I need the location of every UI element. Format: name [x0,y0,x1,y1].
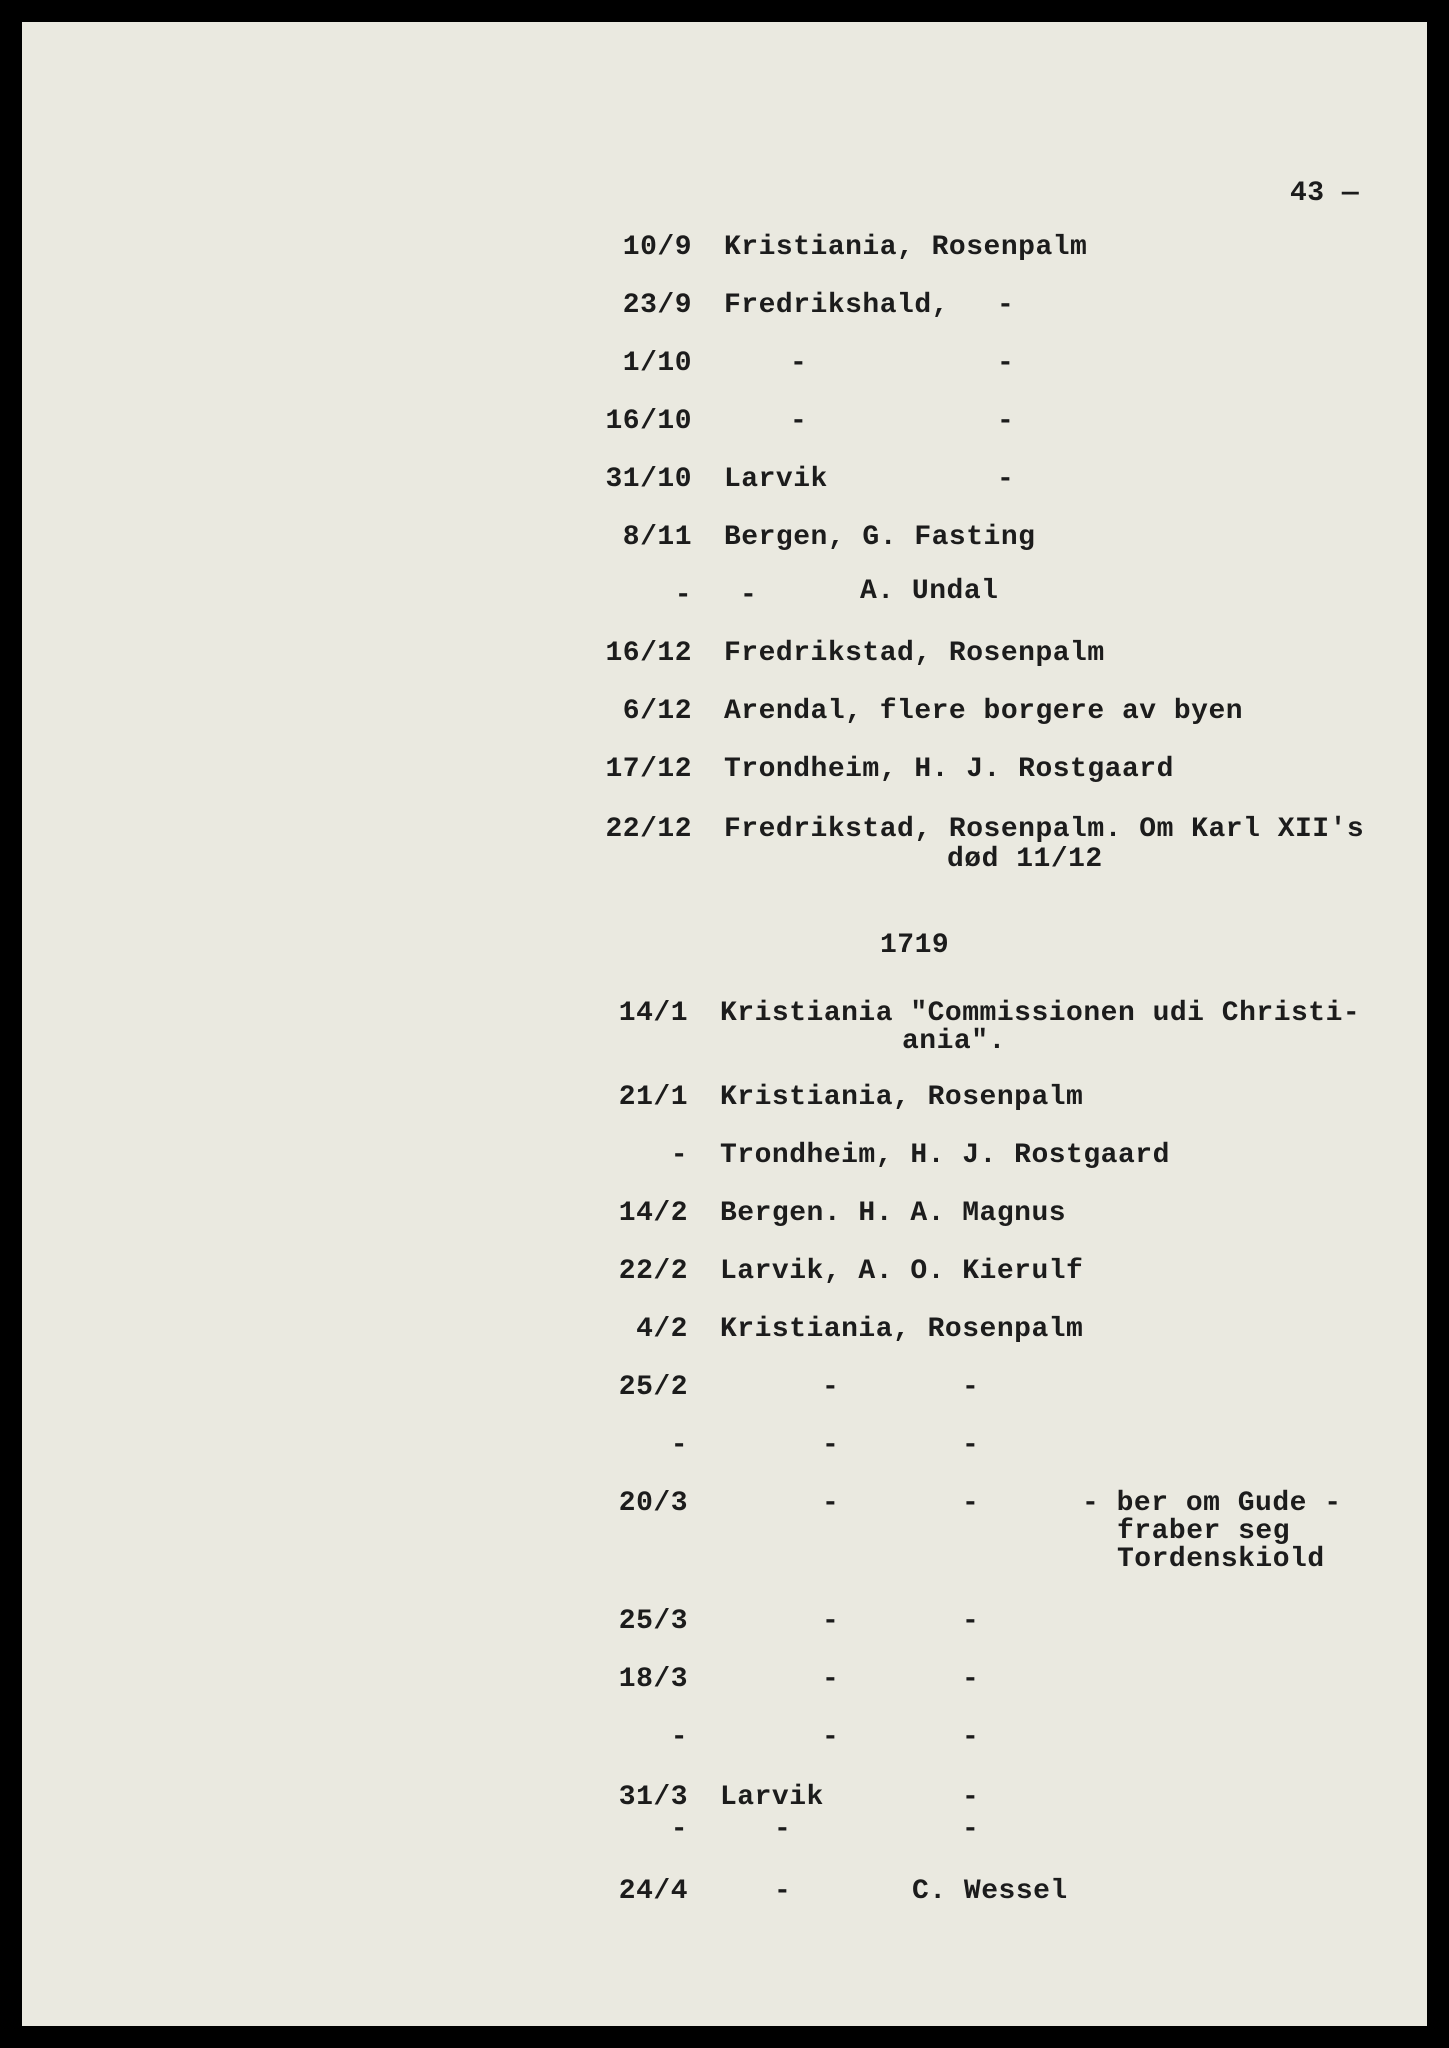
entry-date: 17/12 [605,754,692,785]
entry-date: 4/2 [636,1314,688,1345]
page-number: 43 — [1290,178,1360,209]
entry-text: Kristiania "Commissionen udi Christi- [720,998,1361,1029]
entry-text: Trondheim, H. J. Rostgaard [724,754,1174,785]
entry-date: 25/3 [618,1606,688,1637]
entry-date: 16/12 [605,638,692,669]
entry-date: 31/3 [618,1782,688,1813]
entry-date: 18/3 [618,1664,688,1695]
entry-date: - [670,1430,688,1461]
ditto-mark: - [962,1782,980,1813]
ditto-mark: - [790,348,808,379]
ditto-mark: - [997,406,1015,437]
ditto-mark: - [740,580,758,611]
entry-text: Fredrikstad, Rosenpalm [724,638,1105,669]
entry-text: A. Undal [860,576,999,607]
entry-date: 25/2 [618,1372,688,1403]
entry-date: 1/10 [622,348,692,379]
ditto-mark: - [822,1372,840,1403]
entry-text: Bergen. H. A. Magnus [720,1198,1067,1229]
year-heading: 1719 [880,930,950,961]
margin-note-line: fraber seg [1117,1516,1291,1547]
ditto-mark: - [962,1664,980,1695]
ditto-mark: - [962,1606,980,1637]
entry-date: 24/4 [618,1876,688,1907]
entry-text: Kristiania, Rosenpalm [724,232,1088,263]
ditto-mark: - [822,1664,840,1695]
entry-text: Arendal, flere borgere av byen [724,696,1244,727]
ditto-mark: - [822,1722,840,1753]
ditto-mark: - [774,1814,792,1845]
entry-text: C. Wessel [912,1876,1068,1907]
entry-date: 14/1 [618,998,688,1029]
entry-date: - [670,1722,688,1753]
entry-date: 22/12 [605,814,692,845]
ditto-mark: - [790,406,808,437]
entry-date: 14/2 [618,1198,688,1229]
ditto-mark: - [962,1488,980,1519]
ditto-mark: - [962,1430,980,1461]
entry-text-continued: død 11/12 [947,844,1103,875]
entry-date: 21/1 [618,1082,688,1113]
margin-note-line: Tordenskiold [1117,1544,1325,1575]
ditto-mark: - [774,1876,792,1907]
ditto-mark: - [997,290,1015,321]
entry-date: 8/11 [622,522,692,553]
entry-date: 22/2 [618,1256,688,1287]
entry-date: - [674,580,692,611]
entry-date: 16/10 [605,406,692,437]
margin-note-line: - ber om Gude - [1082,1488,1342,1519]
entry-text: Kristiania, Rosenpalm [720,1082,1084,1113]
ditto-mark: - [822,1430,840,1461]
ditto-mark: - [997,348,1015,379]
entry-text: Fredrikstad, Rosenpalm. Om Karl XII's [724,814,1365,845]
ditto-mark: - [962,1814,980,1845]
entry-text: Bergen, G. Fasting [724,522,1036,553]
entry-date: 6/12 [622,696,692,727]
entry-date: 31/10 [605,464,692,495]
ditto-mark: - [822,1606,840,1637]
entry-text: Larvik [724,464,828,495]
entry-date: 10/9 [622,232,692,263]
entry-date: 20/3 [618,1488,688,1519]
entry-text: Kristiania, Rosenpalm [720,1314,1084,1345]
entry-text: Larvik [720,1782,824,1813]
ditto-mark: - [962,1372,980,1403]
typewritten-page [22,22,1427,2026]
entry-date: - [670,1140,688,1171]
entry-text: Trondheim, H. J. Rostgaard [720,1140,1170,1171]
entry-date: 23/9 [622,290,692,321]
ditto-mark: - [962,1722,980,1753]
entry-date: - [670,1814,688,1845]
entry-text: Fredrikshald, [724,290,949,321]
entry-text-continued: ania". [902,1026,1006,1057]
ditto-mark: - [822,1488,840,1519]
ditto-mark: - [997,464,1015,495]
entry-text: Larvik, A. O. Kierulf [720,1256,1084,1287]
